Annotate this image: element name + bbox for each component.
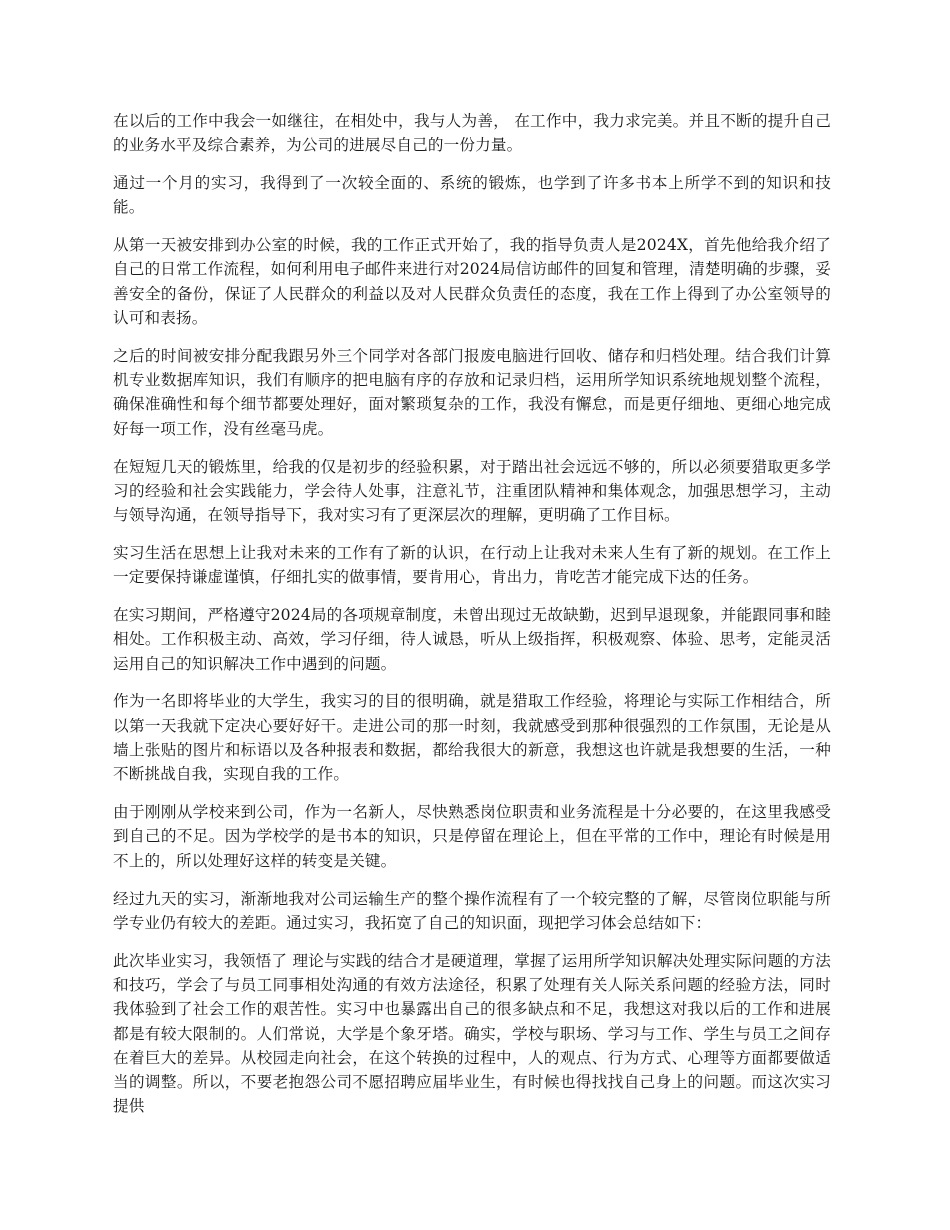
paragraph-3: 从第一天被安排到办公室的时候，我的工作正式开始了，我的指导负责人是2024X，首先他给我介绍了自己的日常工作流程，如何利用电子邮件来进行对2024局信访邮件的回复和管理，清楚明确的步骤，妥善安全的备份，保证了人民群众的利益以及对人民群众负责任的态度，我在工作上得到了办公室领导的认可和表扬。 bbox=[113, 236, 831, 328]
paragraph-7: 在实习期间，严格遵守2024局的各项规章制度，未曾出现过无故缺勤，迟到早退现象，并能跟同事和睦相处。工作积极主动、高效，学习仔细，待人诚恳，听从上级指挥，积极观察、体验、思考，定能灵活运用自己的知识解决工作中遇到的问题。 bbox=[113, 606, 831, 673]
paragraph-1: 在以后的工作中我会一如继往，在相处中，我与人为善， 在工作中，我力求完美。并且不断的提升自己的业务水平及综合素养，为公司的进展尽自己的一份力量。 bbox=[113, 112, 831, 155]
paragraph-2: 通过一个月的实习，我得到了一次较全面的、系统的锻炼，也学到了许多书本上所学不到的知识和技能。 bbox=[113, 174, 831, 217]
paragraph-4: 之后的时间被安排分配我跟另外三个同学对各部门报废电脑进行回收、储存和归档处理。结合我们计算机专业数据库知识，我们有顺序的把电脑有序的存放和记录归档，运用所学知识系统地规划整个流程，确保准确性和每个细节都要处理好，面对繁琐复杂的工作，我没有懈怠，而是更仔细地、更细心地完成好每一项工作，没有丝毫马虎。 bbox=[113, 346, 831, 438]
paragraph-9: 由于刚刚从学校来到公司，作为一名新人，尽快熟悉岗位职责和业务流程是十分必要的，在这里我感受到自己的不足。因为学校学的是书本的知识，只是停留在理论上，但在平常的工作中，理论有时候是用不上的，所以处理好这样的转变是关键。 bbox=[113, 803, 831, 870]
paragraph-11: 此次毕业实习，我领悟了 理论与实践的结合才是硬道理，掌握了运用所学知识解决处理实际问题的方法和技巧，学会了与员工同事相处沟通的有效方法途径，积累了处理有关人际关系问题的经验方法，同时我体验到了社会工作的艰苦性。实习中也暴露出自己的很多缺点和不足，我想这对我以后的工作和进展都是有较大限制的。人们常说，大学是个象牙塔。确实，学校与职场、学习与工作、学生与员工之间存在着巨大的差异。从校园走向社会，在这个转换的过程中，人的观点、行为方式、心理等方面都要做适当的调整。所以，不要老抱怨公司不愿招聘应届毕业生，有时候也得找找自己身上的问题。而这次实习提供 bbox=[113, 951, 831, 1116]
document-body bbox=[113, 109, 831, 1132]
paragraph-5: 在短短几天的锻炼里，给我的仅是初步的经验积累，对于踏出社会远远不够的，所以必须要猎取更多学习的经验和社会实践能力，学会待人处事，注意礼节，注重团队精神和集体观念，加强思想学习，主动与领导沟通，在领导指导下，我对实习有了更深层次的理解，更明确了工作目标。 bbox=[113, 457, 831, 525]
paragraph-6: 实习生活在思想上让我对未来的工作有了新的认识，在行动上让我对未来人生有了新的规划。在工作上一定要保持谦虚谨慎，仔细扎实的做事情，要肯用心，肯出力，肯吃苦才能完成下达的任务。 bbox=[113, 543, 831, 587]
paragraph-10: 经过九天的实习，渐渐地我对公司运输生产的整个操作流程有了一个较完整的了解，尽管岗位职能与所学专业仍有较大的差距。通过实习，我拓宽了自己的知识面，现把学习体会总结如下： bbox=[113, 889, 831, 932]
paragraph-8: 作为一名即将毕业的大学生，我实习的目的很明确，就是猎取工作经验，将理论与实际工作相结合，所以第一天我就下定决心要好好干。走进公司的那一时刻，我就感受到那种很强烈的工作氛围，无论是从墙上张贴的图片和标语以及各种报表和数据，都给我很大的新意，我想这也许就是我想要的生活，一种不断挑战自我，实现自我的工作。 bbox=[113, 692, 831, 784]
